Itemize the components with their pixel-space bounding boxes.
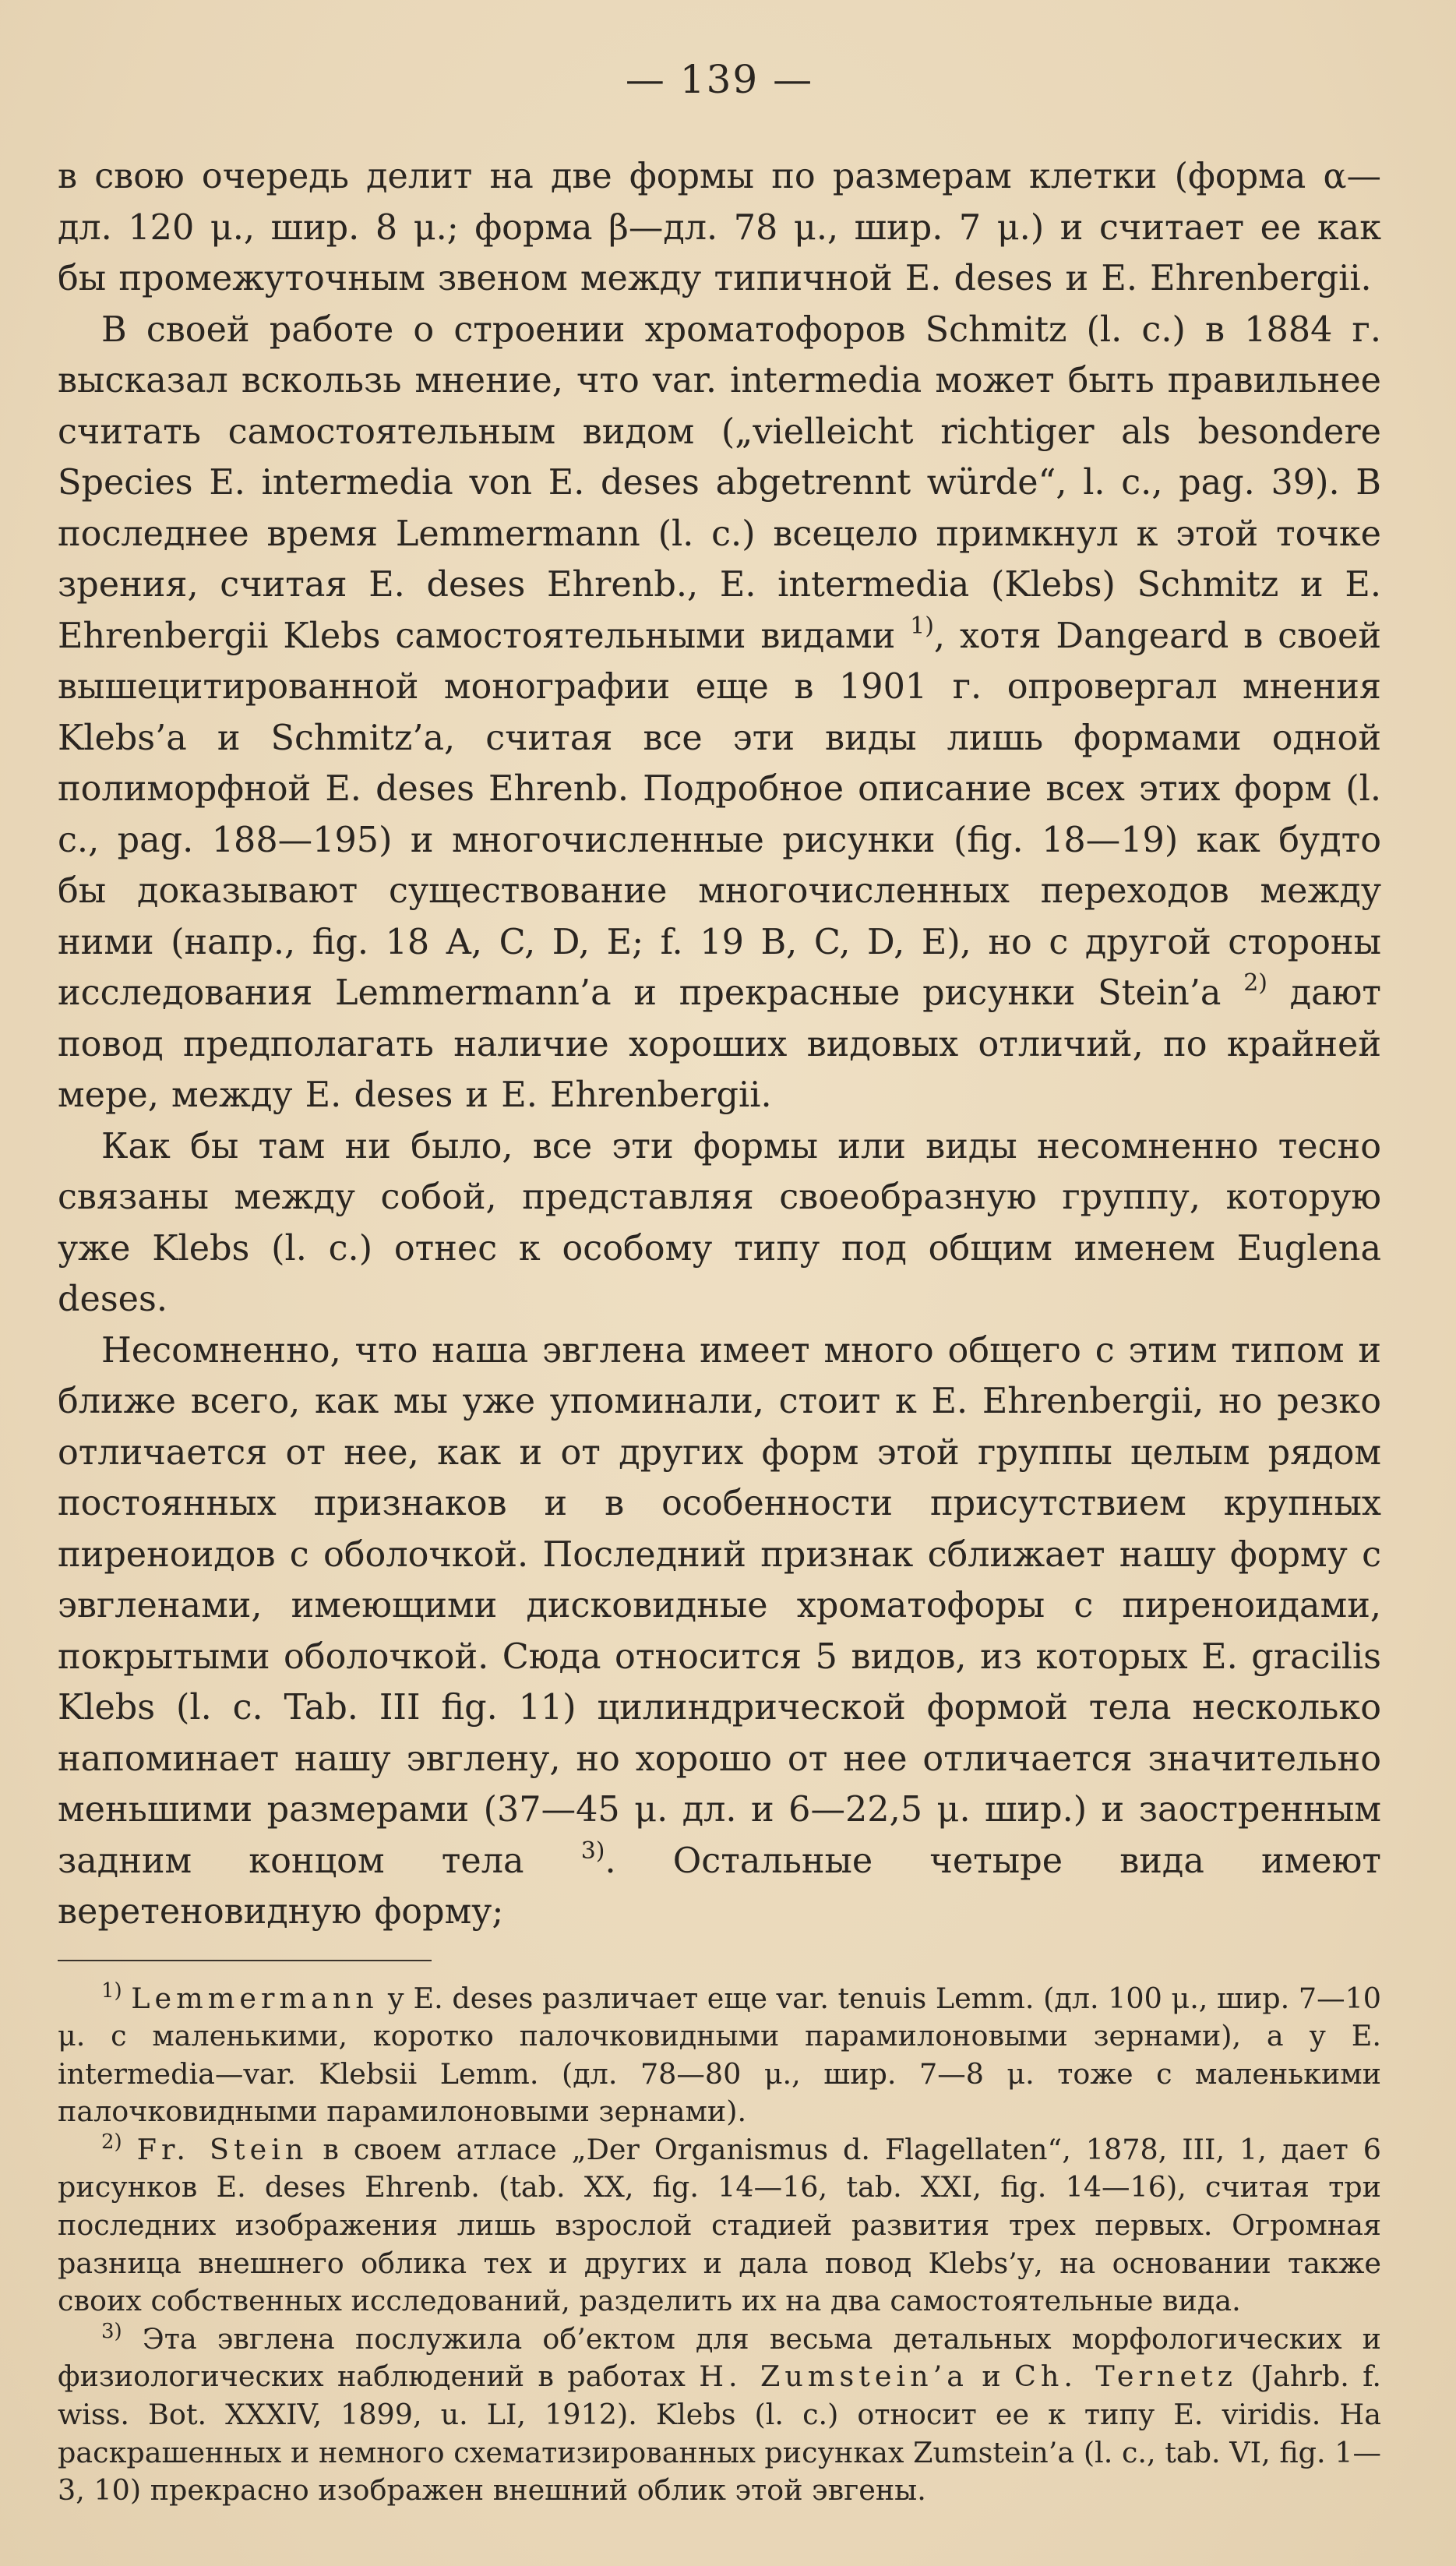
footnote-ref-3[interactable]: 3) (580, 1837, 605, 1865)
footnote-1: $^{1)}$ Lemmermann у E. deses различает еще var. tenuis Lemm. (дл. 100 μ., шир. 7—10 μ. с маленькими, коротко палочковидными парамилоновыми зернами), а у E. intermedia—var. Klebsii Lemm. (дл. 78—80 μ., шир. 7—8 μ. тоже с маленькими палочковидными парамилоновыми зернами). (58, 1978, 1382, 2129)
author-name: Ch. Ternetz (1014, 2360, 1237, 2394)
footnote-3: $^{3)}$ Эта эвглена послужила об’ектом для весьма детальных морфологических и физиологических наблюдений в работах H. Zumstein’a и Ch. Ternetz (Jahrb. f. wiss. Bot. XXXIV, 1899, u. LI, 1912). Klebs (l. c.) относит ее к типу E. viridis. На раскрашенных и немного схематизированных рисунках Zumstein’a (l. c., tab. VI, fig. 1—3, 10) прекрасно изображен внешний облик этой эвгены. (58, 2319, 1381, 2508)
footnote-marker: 1) (101, 1978, 122, 2003)
paragraph-3: Как бы там ни было, все эти формы или виды несомненно тесно связаны между собой, представляя своеобразную группу, которую уже Klebs (l. c.) отнес к особому типу под общим именем Euglena deses. (58, 1126, 1381, 1319)
author-name: Fr. Stein (136, 2132, 308, 2166)
author-name: Lemmermann (131, 1981, 379, 2015)
footnotes (58, 1980, 1381, 2510)
footnote-2: $^{2)}$ Fr. Stein в своем атласе „Der Organismus d. Flagellaten“, 1878, III, 1, дает 6 рисунков E. deses Ehrenb. (tab. XX, fig. 14—16, tab. XXI, fig. 14—16), считая три последних изображения лишь взрослой стадией развития трех первых. Огромная разница внешнего облика тех и других и дала повод Klebs’у, на основании также своих собственных исследований, разделить их на два самостоятельные вида. (58, 2130, 1381, 2318)
footnote-ref-2[interactable]: 2) (1243, 969, 1267, 997)
footnote-divider (58, 1960, 432, 1961)
paragraph-1: в свою очередь делит на две формы по размерам клетки (форма α—дл. 120 μ., шир. 8 μ.; форма β—дл. 78 μ., шир. 7 μ.) и считает ее как бы промежуточным звеном между типичной E. deses и E. Ehrenbergii. (58, 157, 1381, 298)
paragraph-2: В своей работе о строении хроматофоров Schmitz (l. c.) в 1884 г. высказал вскользь мнение, что var. intermedia может быть правильнее считать самостоятельным видом („vielleicht richtiger als besondere Species E. intermedia von E. deses abgetrennt würde“, l. c., pag. 39). В последнее время Lemmermann (l. c.) всецело примкнул к этой точке зрения, считая E. deses Ehrenb., E. intermedia (Klebs) Schmitz и E. Ehrenbergii Klebs самостоятельными видами $^{1)}$, хотя Dangeard в своей вышецитированной монографии еще в 1901 г. опровергал мнения Klebs’a и Schmitz’a, считая все эти виды лишь формами одной полиморфной E. deses Ehrenb. Подробное описание всех этих форм (l. c., pag. 188—195) и многочисленные рисунки (fig. 18—19) как будто бы доказывают существование многочисленных переходов между ними (напр., fig. 18 A, C, D, E; f. 19 B, C, D, E), но с другой стороны исследования Lemmermann’a и прекрасные рисунки Stein’a $^{2)}$ дают повод предполагать наличие хороших видовых отличий, по крайней мере, между E. deses и E. Ehrenbergii. (58, 309, 1381, 1115)
footnote-marker: 3) (101, 2319, 122, 2343)
footnote-ref-1[interactable]: 1) (910, 612, 934, 640)
page-number: — 139 — (625, 57, 814, 102)
footnote-marker: 2) (101, 2130, 122, 2154)
author-name: H. Zumstein’a (699, 2360, 968, 2394)
main-text (58, 151, 1381, 1938)
paragraph-4: Несомненно, что наша эвглена имеет много общего с этим типом и ближе всего, как мы уже упоминали, стоит к E. Ehrenbergii, но резко отличается от нее, как и от других форм этой группы целым рядом постоянных признаков и в особенности присутствием крупных пиреноидов с оболочкой. Последний признак сближает нашу форму с эвгленами, имеющими дисковидные хроматофоры с пиреноидами, покрытыми оболочкой. Сюда относится 5 видов, из которых E. gracilis Klebs (l. c. Tab. III fig. 11) цилиндрической формой тела несколько напоминает нашу эвглену, но хорошо от нее отличается значительно меньшими размерами (37—45 μ. дл. и 6—22,5 μ. шир.) и заостренным задним концом тела $^{3)}$. Остальные четыре вида имеют веретеновидную форму; (58, 1330, 1381, 1932)
